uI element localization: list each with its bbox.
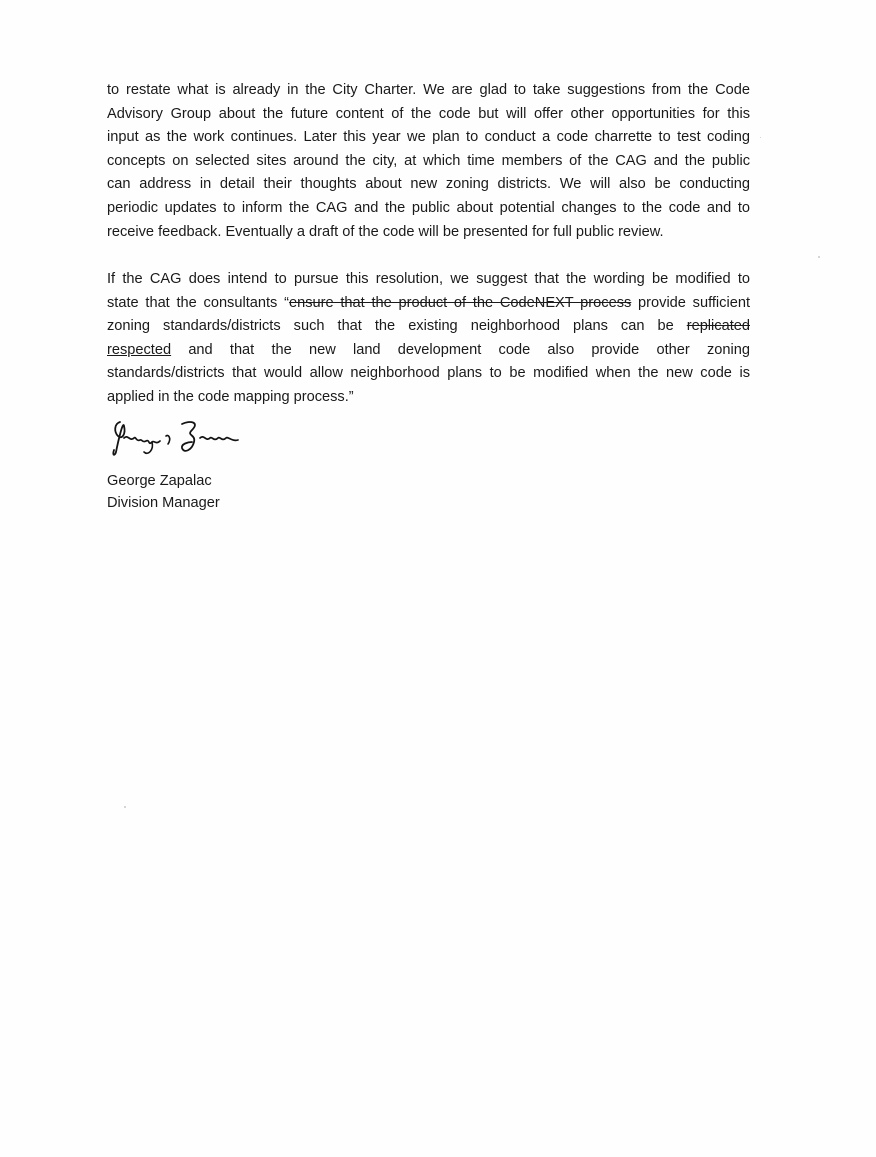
paragraph-1-line: input as the work continues. Later this year we plan to conduct a code charrette to test coding <box>107 129 750 146</box>
signer-name: George Zapalac <box>107 473 212 489</box>
paragraph-2-line <box>107 315 750 339</box>
paragraph-2-line: applied in the code mapping process.” <box>107 388 354 405</box>
paragraph-2-line: If the CAG does intend to pursue this resolution, we suggest that the wording be modified to <box>107 271 750 287</box>
scan-speck <box>818 256 820 258</box>
line-text: zoning standards/districts such that the existing neighborhood plans can be <box>107 318 687 335</box>
signature-block <box>107 470 220 514</box>
paragraph-1-line: to restate what is already in the City Charter. We are glad to take suggestions from the Code <box>107 82 750 98</box>
line-text: provide sufficient <box>631 294 750 311</box>
handwritten-signature <box>108 412 248 460</box>
paragraph-2 <box>107 268 750 410</box>
signer-title: Division Manager <box>107 495 220 511</box>
open-quote: “ <box>284 294 289 311</box>
paragraph-1-line: Advisory Group about the future content of the code but will offer other opportunities for this <box>107 105 750 122</box>
scan-speck <box>760 137 761 138</box>
paragraph-2-line <box>107 339 750 363</box>
paragraph-2-line <box>107 292 750 316</box>
paragraph-1-line: periodic updates to inform the CAG and the public about potential changes to the code and to <box>107 199 750 216</box>
paragraph-2-line: standards/districts that would allow neighborhood plans to be modified when the new code is <box>107 365 750 382</box>
paragraph-1-line: can address in detail their thoughts about new zoning districts. We will also be conducting <box>107 176 750 193</box>
paragraph-1-line: concepts on selected sites around the city, at which time members of the CAG and the public <box>107 152 750 169</box>
line-text: and that the new land development code also provide other zoning <box>171 341 750 358</box>
line-text: state that the consultants <box>107 294 285 311</box>
paragraph-1-line: receive feedback. Eventually a draft of the code will be presented for full public review. <box>107 223 664 240</box>
scan-speck <box>124 806 126 808</box>
paragraph-1 <box>107 79 750 244</box>
underlined-text: respected <box>107 341 172 358</box>
struck-text: replicated <box>686 318 750 335</box>
struck-text: ensure that the product of the CodeNEXT process <box>288 294 632 311</box>
